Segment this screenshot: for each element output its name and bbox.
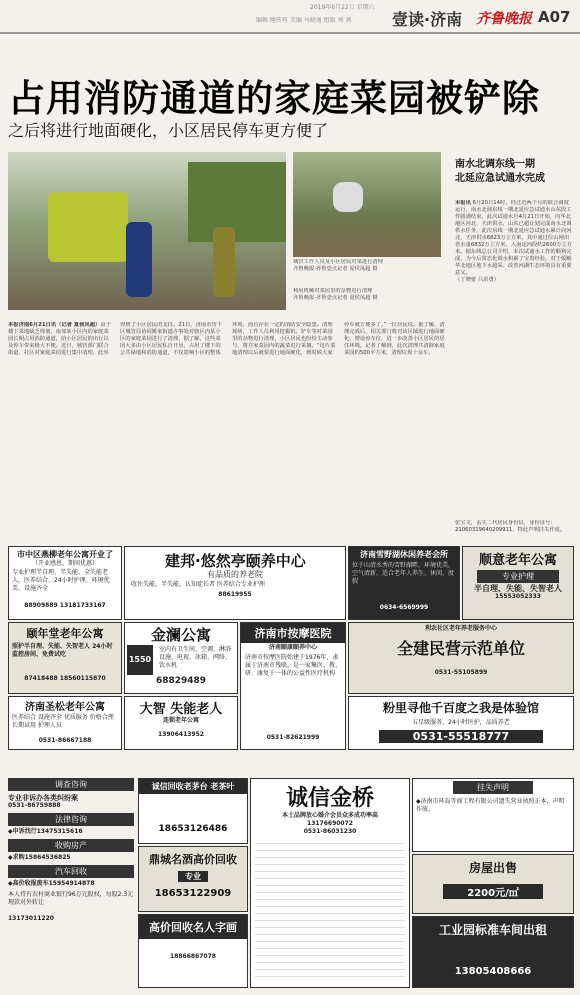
ad-subtitle: 有品质的养老院 [207, 570, 263, 579]
ad-house-sale[interactable] [412, 854, 574, 914]
caption-1 [293, 259, 443, 273]
ad-title: 市中区燕柳老年公寓开业了 [17, 550, 113, 559]
ad-phone: 88619955 [218, 591, 252, 598]
cls-body: ◆申诉找行13475315616 [8, 828, 83, 835]
side-photo-1 [293, 152, 441, 257]
ad-chengxin-jinqiao[interactable] [250, 778, 410, 988]
ad-body: ◆济南市环岛等商工程有限公司遗失营业执照正本，声明作废。 [416, 798, 565, 813]
caption-2-text: 利用机械对菜园里的杂物进行清理 [293, 288, 373, 294]
page-number: A07 [538, 8, 571, 26]
ad-body: 五星级服务，24小时医护，品质养老 [412, 719, 510, 726]
ad-phone: 0634-6569999 [379, 604, 429, 611]
ad-title: 房屋出售 [468, 861, 517, 875]
ad-xueye[interactable] [348, 546, 460, 620]
ad-phone: 18653126486 [158, 824, 228, 834]
article-subhead: 之后将进行地面硬化，小区居民停车更方便了 [8, 121, 329, 140]
tree-shape [188, 162, 286, 242]
sidebar-reporter: （丁晓蕾 吕洪勇） [455, 277, 500, 283]
cls-header: 收购房产 [8, 839, 134, 852]
ad-classified-notice[interactable] [412, 778, 574, 852]
cls-body: ◆求购15864536825 [8, 854, 71, 861]
cls-header: 法律咨询 [8, 813, 134, 826]
section-name: 壹读·济南 [392, 10, 463, 29]
date-line: 2019年6月22日 星期六 [310, 4, 375, 11]
ad-title: 鼎城名酒高价回收 [149, 853, 237, 866]
ad-subtitle: 专业护理 [477, 570, 559, 583]
ad-phone: 88909889 13181733167 [24, 602, 106, 609]
editor-line: 编辑 鲍传将 美编 马晓通 组版 刘 燕 [256, 17, 352, 24]
ad-shunyi[interactable] [462, 546, 574, 620]
ad-body: 济南市按摩医院始建于1976年，隶属于济南市残联，是一家集医、教、研、康复于一体的公益性医疗机构 [245, 654, 342, 677]
ad-title: 济南市按摩医院 [241, 623, 345, 643]
ad-body: 本土品牌放心婚介会员众多成功率高 [281, 812, 378, 819]
ad-dingcheng[interactable] [138, 846, 248, 912]
ad-calligraphy[interactable] [138, 914, 248, 988]
ad-phone: 68829489 [155, 676, 207, 686]
ad-title: 诚信金桥 [285, 786, 374, 811]
brand-logo: 齐鲁晚报 [476, 11, 532, 27]
caption-1-credit: 齐鲁晚报·齐鲁壹点记者 夏侯凤超 摄 [293, 266, 378, 272]
excavator-shape [48, 192, 128, 262]
ad-dazhi[interactable] [124, 696, 238, 750]
ad-title: 金澜公寓 [150, 626, 211, 644]
person-shape [213, 227, 235, 297]
ad-title: 济南圣松老年公寓 [25, 702, 105, 713]
article-body [8, 322, 448, 542]
ad-phone: 13176690072 [307, 820, 353, 827]
ad-price: 1550元 [127, 645, 153, 675]
ad-phone: 0531-55518777 [379, 730, 543, 743]
ad-title: 工业园标准车间出租 [438, 923, 547, 937]
ad-phone: 18866867078 [170, 953, 216, 960]
ad-title: 颐年堂老年公寓 [26, 627, 104, 640]
ad-body: 位于山清水秀的雪野湖畔，环境优美，空气清新，适合老年人养生、休闲、度假 [352, 562, 455, 585]
sidebar-body [455, 200, 573, 516]
ad-factory-rent[interactable] [412, 916, 574, 988]
ad-phone: 87418488 18560115870 [24, 675, 106, 682]
sidebar-text: 6月20日14时，经过近两个月的联合调度运行，南水北调东线一期北延应急试通水山东段工作圆满结束。此次试通水自4月21日开始，向华北地区河北、天津供水，山东已超计划完成南水北调供水任务，此次东线一期北延应急试通水累计向河北、天津供水6823万立方米，其中通过位山闸出省水量6832万立方米，入南运河段约2600万立方米。据东线总公司介绍，本次试通水工作的顺利完成，为今后常态化调水积累了宝贵经验，对于缓解华北地区地下水超采、改善河湖生态环境具有重要意义。 [455, 200, 573, 276]
ad-shengsong[interactable] [8, 696, 122, 750]
ad-tag: 专业 [178, 871, 208, 882]
ad-body: 室内有卫生间、空调、淋浴设施、电视、冰箱、网络、饮水机 [159, 646, 232, 669]
article-headline: 占用消防通道的家庭菜园被铲除 [8, 77, 540, 120]
ad-subtitle: 连锁老年公寓 [162, 717, 199, 724]
caption-1-text: 城管工作人员及小区居民对菜进行清理 [293, 259, 384, 265]
ad-phone: 0531-55105899 [434, 669, 488, 676]
caption-2 [293, 288, 443, 302]
cls-body: 本人持有农村商业银行96万元股权，每股2.3元现款对外转让 [8, 891, 134, 906]
loss-notice: 张宝文，丢失二代居民身份证，身份证号：21060319640209911，特此声明挂失作废。 [455, 520, 566, 533]
article-text: 由于楼下菜地缺乏规划，南郊某小区内的家庭菜园长期占用消防通道，给小区居民的出行以及停车带来极大不便。近日，城管部门联合街道、社区对家庭菜园进行集中清理，此举得到了小区居民的支持。21日，济南市历下区城管局协同姚家街道办事处对辖区内某小区的家庭菜园进行了清理，据了解，这些菜园大多由小区居民私自开垦，占用了楼下的公共绿地和消防通道，不仅影响小区的整体环境，而且存在一定的消防安全隐患。清理现场，工作人员利用挖掘机、铲车等对菜园里的杂物进行清理，小区居民也纷纷主动参与，将自家菜园内的蔬菜进行采摘。“这片菜地清理以后就要进行地面硬化，到时候大家停车就方便多了。”一位居民说。据了解，清理完成后，相关部门将对该区域进行地面硬化，增设停车位，进一步改善小区居民的居住环境。记者了解到，此次清理共清除家庭菜园约500平方米，清理垃圾十余车。 [8, 322, 445, 356]
ad-body: 医养结合 设施齐全 优质服务 价格合理 长期试用 护理人员 [12, 714, 114, 729]
ad-phone: 13906413952 [158, 731, 204, 738]
ad-subtitle: 全建民营示范单位 [396, 639, 525, 658]
cls-body: ◆高价收报废车15954914878 [8, 880, 95, 887]
ad-phone: 0531-82621999 [266, 734, 320, 741]
cls-phone: 0531-86759888 [8, 802, 61, 809]
cls-phone: 13173011220 [8, 915, 54, 922]
sidebar-headline-1: 南水北调东线一期 [455, 159, 535, 170]
ad-header: 挂失声明 [453, 781, 533, 794]
cls-header: 汽车回收 [8, 865, 134, 878]
classified-column [8, 778, 134, 988]
ad-recycle-maotai[interactable] [138, 778, 248, 844]
ad-title: 顺意老年公寓 [478, 553, 557, 568]
ad-title: 建邦·悠然亭颐养中心 [165, 552, 306, 570]
ad-title: 利农社区老年养老服务中心 [424, 625, 497, 632]
ad-title: 粉里寻他千百度之我是体验馆 [382, 701, 539, 715]
person-shape [126, 222, 152, 297]
ad-phone: 13805408666 [454, 966, 532, 977]
header-rule [0, 32, 580, 34]
ad-phone: 15553052333 [495, 593, 541, 600]
ad-subtitle: （开业感恩，期间优惠） [31, 560, 98, 567]
sidebar-headline [455, 158, 545, 186]
sidebar-headline-2: 北延应急试通水完成 [455, 173, 545, 184]
cls-body: 专业非诉办各类纠纷案 [8, 794, 78, 802]
ad-linong[interactable] [348, 622, 574, 694]
cls-header: 调查咨询 [8, 778, 134, 791]
listing-lines [255, 837, 405, 983]
ad-title: 大智 失能老人 [139, 702, 223, 717]
ad-phone: 0531-86667188 [38, 737, 92, 744]
sidebar-byline: 本报讯 [455, 200, 471, 206]
ad-body: 收住失能、半失能、认知症长者 医养结合专业护理 [131, 581, 265, 588]
ad-body: 半自理、失能、失智老人 [474, 584, 562, 593]
main-photo [8, 152, 286, 310]
ad-yiniantang[interactable] [8, 622, 122, 694]
ad-experience[interactable] [348, 696, 574, 750]
ad-title: 诚信回收老茅台 老茶叶 [139, 779, 247, 794]
ad-anmo-hospital[interactable] [240, 622, 346, 750]
ad-yanliu[interactable] [8, 546, 122, 620]
ad-title: 高价回收名人字画 [139, 915, 247, 939]
ad-body: 专业护理半自理、半失能、全失能老人，医养结合、24小时护理、环境优美、设施齐全 [12, 569, 110, 592]
ad-price: 2200元/㎡ [443, 884, 543, 899]
ad-body: 照护半自理、失能、失智老人 24小时监控房间、免费试吃 [12, 643, 113, 658]
person-shape [333, 182, 363, 212]
ad-jinlan[interactable] [124, 622, 238, 694]
ad-title: 济南雪野湖休闲养老会所 [360, 550, 448, 559]
ad-phone: 18653122909 [154, 888, 232, 899]
ad-phone-2: 0531-86031230 [303, 828, 357, 835]
ad-jianbang[interactable] [124, 546, 346, 620]
article-intro: 本报济南6月21日讯（记者 夏侯凤超） [8, 322, 101, 328]
ad-subtitle: 济南颐康颐养中心 [268, 644, 317, 651]
caption-2-credit: 齐鲁晚报·齐鲁壹点记者 夏侯凤超 摄 [293, 295, 378, 301]
